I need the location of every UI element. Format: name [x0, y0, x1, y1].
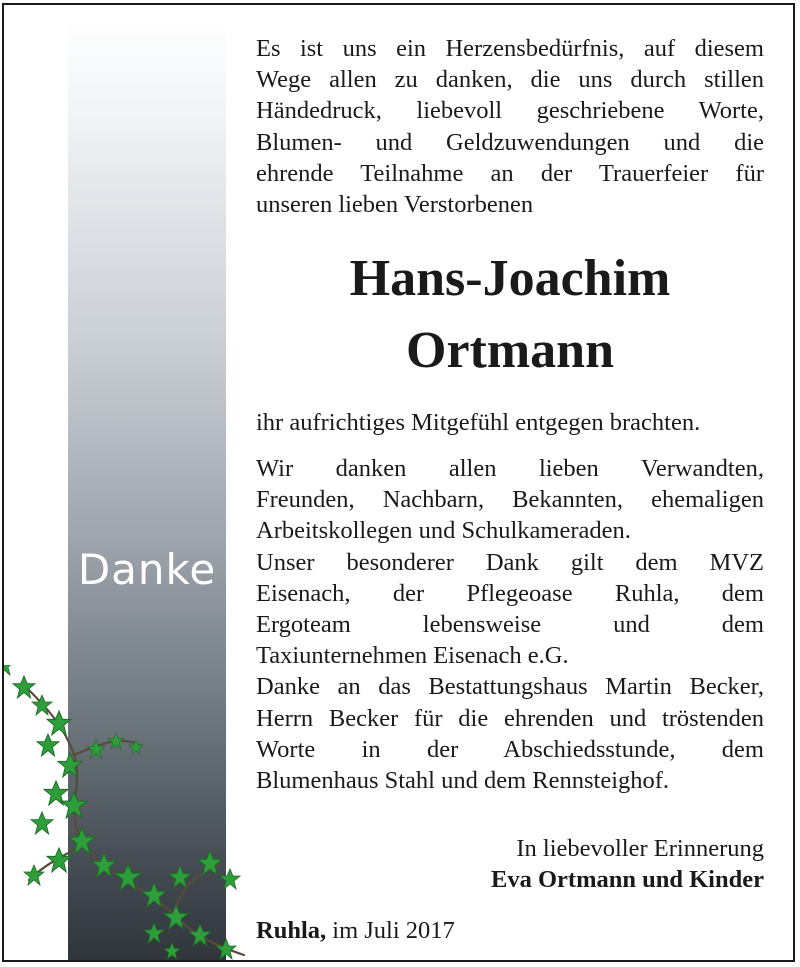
deceased-first-name: Hans-Joachim — [349, 250, 671, 307]
closing-block — [256, 833, 764, 895]
intro-line: Blumen- und Geldzuwendungen und die — [256, 128, 764, 156]
signatories: Eva Ortmann und Kinder — [491, 866, 764, 894]
danke-label: Danke — [77, 545, 217, 594]
thanks-line: Blumenhaus Stahl und dem Rennsteighof. — [256, 767, 670, 795]
deceased-last-name: Ortmann — [406, 322, 614, 379]
thanks-text — [256, 453, 764, 796]
ivy-decoration-icon — [4, 665, 264, 962]
closing-phrase: In liebevoller Erinnerung — [516, 835, 764, 862]
thanks-line: Taxiunternehmen Eisenach e.G. — [256, 642, 569, 670]
intro-line: ehrende Teilnahme an der Trauerfeier für — [256, 159, 764, 187]
intro-line: Händedruck, liebevoll geschriebene Worte, — [256, 97, 764, 125]
thanks-line: Herrn Becker für die ehrenden und tröstenden — [256, 704, 764, 732]
sympathy-line: ihr aufrichtiges Mitgefühl entgegen brachten. — [256, 409, 701, 436]
thanks-line: Arbeitskollegen und Schulkameraden. — [256, 517, 631, 545]
thanks-line: Wir danken allen lieben Verwandten, — [256, 455, 764, 482]
thanks-line: Worte in der Abschiedsstunde, dem — [256, 735, 764, 763]
thanks-line: Freunden, Nachbarn, Bekannten, ehemaligen — [256, 486, 764, 514]
intro-line: Es ist uns ein Herzensbedürfnis, auf diesem — [256, 35, 764, 62]
notice-frame — [2, 3, 795, 962]
thanks-line: Eisenach, der Pflegeoase Ruhla, dem — [256, 579, 764, 607]
intro-line: unseren lieben Verstorbenen — [256, 191, 534, 219]
place: Ruhla, — [256, 917, 327, 944]
thanks-line: Unser besonderer Dank gilt dem MVZ — [256, 548, 764, 576]
place-date — [256, 915, 764, 946]
intro-text — [256, 33, 764, 220]
thanks-line: Ergoteam lebensweise und dem — [256, 611, 764, 639]
thanks-line: Danke an das Bestattungshaus Martin Becker, — [256, 673, 764, 701]
intro-line: Wege allen zu danken, die uns durch stillen — [256, 66, 764, 94]
sympathy-text — [256, 407, 764, 438]
date: im Juli 2017 — [332, 917, 455, 944]
